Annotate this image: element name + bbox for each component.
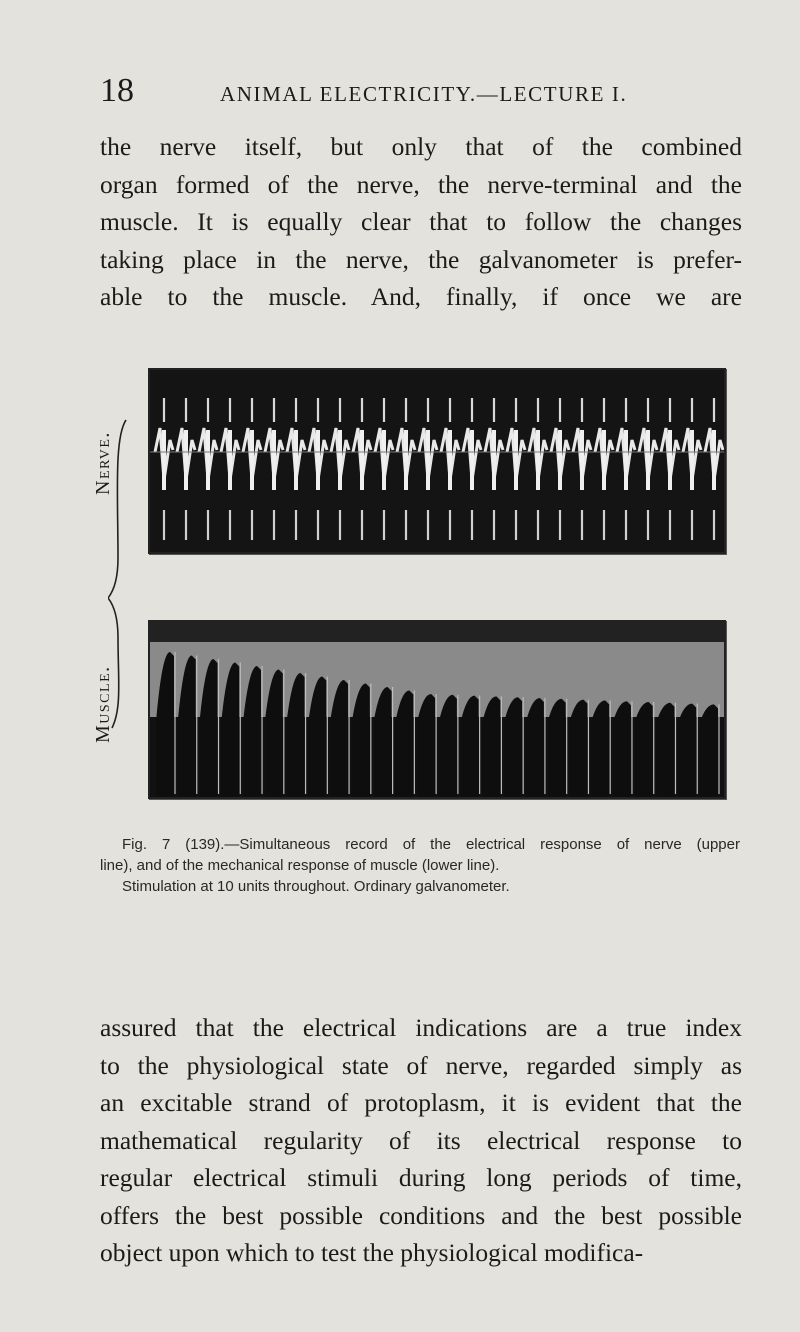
nerve-response-bar [206, 430, 210, 490]
text-line: muscle. It is equally clear that to follow the changes [100, 207, 742, 236]
nerve-response-bar [646, 430, 650, 490]
paragraph-top [100, 128, 742, 316]
brace-icon [108, 378, 138, 778]
nerve-response-bar [602, 430, 606, 490]
text-line: to the physiological state of nerve, regarded simply as [100, 1050, 742, 1080]
nerve-response-bar [712, 430, 716, 490]
nerve-response-bar [514, 430, 518, 490]
figure-nerve-muscle-record [80, 350, 740, 810]
nerve-response-bar [162, 430, 166, 490]
nerve-response-bar [294, 430, 298, 490]
nerve-response-bar [272, 430, 276, 490]
nerve-trace-panel [148, 368, 726, 554]
muscle-top-band [150, 622, 724, 642]
nerve-label: Nerve. [92, 431, 114, 495]
nerve-response-bar [690, 430, 694, 490]
text-line: regular electrical stimuli during long periods of time, [100, 1163, 742, 1192]
nerve-response-bar [250, 430, 254, 490]
nerve-response-bar [404, 430, 408, 490]
text-line: able to the muscle. And, finally, if once we are [100, 282, 742, 311]
muscle-twitch [569, 700, 587, 797]
caption-line: line), and of the mechanical response of muscle (lower line). [100, 857, 500, 874]
muscle-trace-panel [148, 620, 726, 799]
nerve-response-bar [536, 430, 540, 490]
nerve-response-bar [492, 430, 496, 490]
muscle-twitch [526, 698, 544, 797]
text-line: object upon which to test the physiological modifica- [100, 1238, 644, 1267]
nerve-trace [150, 370, 724, 552]
text-line: taking place in the nerve, the galvanometer is prefer- [100, 244, 742, 274]
figure-caption [100, 834, 740, 897]
nerve-response-bar [558, 430, 562, 490]
text-line: the nerve itself, but only that of the combined [100, 132, 742, 161]
nerve-response-bar [580, 430, 584, 490]
page-number: 18 [100, 72, 134, 109]
nerve-response-bar [316, 430, 320, 490]
paragraph-bottom [100, 1009, 742, 1272]
page-header [100, 72, 740, 112]
muscle-twitch [678, 704, 696, 797]
muscle-twitch [700, 704, 718, 797]
text-line: organ formed of the nerve, the nerve-terminal and the [100, 169, 742, 199]
nerve-background [150, 370, 724, 552]
caption-line: Fig. 7 (139).—Simultaneous record of the electrical response of nerve (upper [122, 836, 740, 853]
nerve-response-bar [338, 430, 342, 490]
muscle-twitch [635, 702, 653, 797]
nerve-response-bar [470, 430, 474, 490]
muscle-twitch [591, 700, 609, 797]
nerve-response-bar [448, 430, 452, 490]
muscle-twitch [548, 699, 566, 797]
text-line: assured that the electrical indications are a true index [100, 1013, 742, 1042]
nerve-response-bar [228, 430, 232, 490]
muscle-twitch [656, 703, 674, 797]
nerve-response-bar [360, 430, 364, 490]
nerve-response-bar [426, 430, 430, 490]
nerve-response-bar [624, 430, 628, 490]
text-line: offers the best possible conditions and the best possible [100, 1200, 742, 1230]
nerve-response-bar [184, 430, 188, 490]
caption-line: Stimulation at 10 units throughout. Ordinary galvanometer. [122, 878, 510, 895]
running-head: ANIMAL ELECTRICITY.—LECTURE I. [220, 82, 628, 106]
nerve-response-bar [382, 430, 386, 490]
text-line: an excitable strand of protoplasm, it is evident that the [100, 1088, 742, 1117]
muscle-trace [150, 622, 724, 797]
text-line: mathematical regularity of its electrical response to [100, 1125, 742, 1155]
nerve-response-bar [668, 430, 672, 490]
muscle-label: Muscle. [92, 665, 114, 743]
muscle-twitch [613, 701, 631, 797]
